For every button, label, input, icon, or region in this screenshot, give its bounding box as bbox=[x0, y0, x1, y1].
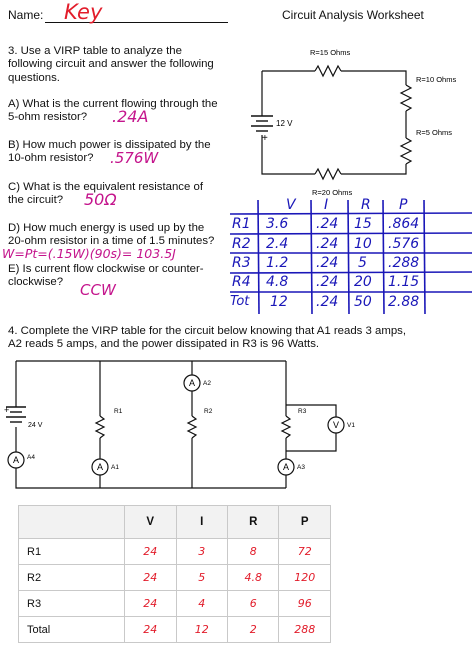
a1-label: A1 bbox=[111, 464, 119, 471]
q4-cell: 24 bbox=[125, 565, 176, 591]
q4-row-label: R2 bbox=[19, 565, 125, 591]
q4-virp-table bbox=[18, 505, 331, 643]
q4-cell: 6 bbox=[227, 591, 278, 617]
name-label: Name: bbox=[8, 8, 44, 22]
a3-label: A3 bbox=[297, 464, 305, 471]
q3-d-work: W=Pt=(.15W)(90s)= 103.5J bbox=[2, 246, 176, 261]
ammeter-a3-symbol: A bbox=[282, 462, 290, 472]
q3-cell: 12 bbox=[270, 294, 288, 310]
q3-cell: .24 bbox=[316, 216, 339, 232]
r-top-label: R=15 Ohms bbox=[310, 48, 351, 57]
q3-col-r: R bbox=[361, 197, 371, 213]
q3-cell: .24 bbox=[316, 294, 339, 310]
q4-question: 4. Complete the VIRP table for the circuit below knowing that A1 reads 3 amps, A2 reads 5 amps, and the power dissipated in R3 is 96 Watts. bbox=[8, 325, 407, 351]
q3-c-answer: 50Ω bbox=[84, 190, 117, 209]
battery-icon bbox=[251, 116, 273, 131]
q4-cell: 288 bbox=[279, 617, 331, 643]
q3-cell: 1.15 bbox=[388, 274, 420, 290]
q4-header-v: V bbox=[125, 506, 176, 539]
q3-e-answer: CCW bbox=[80, 281, 116, 299]
q3-c-question: C) What is the equivalent resistance of the circuit? bbox=[8, 181, 203, 207]
q3-e-question: E) Is current flow clockwise or counter- clockwise? bbox=[8, 263, 204, 289]
q3-cell: .864 bbox=[388, 216, 420, 232]
q3-cell: 50 bbox=[354, 294, 372, 310]
q4-cell: 120 bbox=[279, 565, 331, 591]
q4-cell: 4.8 bbox=[227, 565, 278, 591]
q4-header-r: R bbox=[227, 506, 278, 539]
q4-parallel-circuit bbox=[0, 355, 474, 500]
q3-row-label: R4 bbox=[232, 274, 251, 290]
q3-d-question: D) How much energy is used up by the 20-ohm resistor in a time of 1.5 minutes? bbox=[8, 222, 215, 248]
q3-cell: 5 bbox=[358, 255, 367, 271]
q4-cell: 4 bbox=[176, 591, 227, 617]
q3-cell: 10 bbox=[354, 236, 372, 252]
q4-cell: 5 bbox=[176, 565, 227, 591]
q3-cell: 2.88 bbox=[388, 294, 420, 310]
q3-cell: 1.2 bbox=[266, 255, 289, 271]
r3-label: R3 bbox=[298, 408, 307, 415]
q4-cell: 24 bbox=[125, 591, 176, 617]
table-row bbox=[19, 591, 331, 617]
q4-row-label: R3 bbox=[19, 591, 125, 617]
q3-col-i: I bbox=[324, 197, 329, 213]
q3-a-question: A) What is the current flowing through the 5-ohm resistor? bbox=[8, 98, 218, 124]
q3-cell: 2.4 bbox=[266, 236, 289, 252]
q4-header-i: I bbox=[176, 506, 227, 539]
q3-virp-table bbox=[228, 196, 474, 316]
ammeter-a2-symbol: A bbox=[188, 378, 196, 388]
q4-cell: 72 bbox=[279, 539, 331, 565]
r-right-top-label: R=10 Ohms bbox=[416, 75, 457, 84]
table-row bbox=[19, 539, 331, 565]
q3-row-label: R2 bbox=[232, 236, 251, 252]
q3-cell: 4.8 bbox=[266, 274, 289, 290]
q3-col-v: V bbox=[286, 197, 296, 213]
r-bottom-label: R=20 Ohms bbox=[312, 188, 353, 197]
q3-col-p: P bbox=[399, 197, 408, 213]
q3-cell: 15 bbox=[354, 216, 372, 232]
q3-cell: .24 bbox=[316, 236, 339, 252]
name-value: Key bbox=[64, 0, 103, 24]
q3-cell: .24 bbox=[316, 255, 339, 271]
v1-label: V1 bbox=[347, 422, 355, 429]
q3-cell: 3.6 bbox=[266, 216, 289, 232]
a2-label: A2 bbox=[203, 380, 211, 387]
q4-battery-plus: + bbox=[4, 405, 10, 415]
ammeter-a1-symbol: A bbox=[96, 462, 104, 472]
q4-cell: 12 bbox=[176, 617, 227, 643]
q3-cell: .576 bbox=[388, 236, 420, 252]
voltmeter-v1-symbol: V bbox=[332, 420, 340, 430]
a4-label: A4 bbox=[27, 454, 35, 461]
r-right-bottom-label: R=5 Ohms bbox=[416, 128, 453, 137]
r1-label: R1 bbox=[114, 408, 123, 415]
q3-row-label: R3 bbox=[232, 255, 251, 271]
q4-cell: 3 bbox=[176, 539, 227, 565]
q3-intro: 3. Use a VIRP table to analyze the following circuit and answer the following questions. bbox=[8, 45, 214, 84]
q3-row-label: R1 bbox=[232, 216, 251, 232]
q3-cell: .288 bbox=[388, 255, 420, 271]
q3-battery-label: 12 V bbox=[276, 119, 293, 128]
q3-row-label: Tot bbox=[230, 294, 250, 309]
q4-row-label: Total bbox=[19, 617, 125, 643]
q3-b-question: B) How much power is dissipated by the 10-ohm resistor? bbox=[8, 139, 211, 165]
q3-cell: .24 bbox=[316, 274, 339, 290]
q4-battery-label: 24 V bbox=[28, 422, 43, 429]
q4-cell: 8 bbox=[227, 539, 278, 565]
q3-b-answer: .576W bbox=[110, 149, 159, 167]
q4-table-header-row bbox=[19, 506, 331, 539]
q3-series-circuit bbox=[240, 42, 474, 202]
q4-cell: 24 bbox=[125, 617, 176, 643]
q4-header-p: P bbox=[279, 506, 331, 539]
q3-battery-plus: + bbox=[262, 133, 268, 144]
table-row bbox=[19, 617, 331, 643]
q4-cell: 24 bbox=[125, 539, 176, 565]
q3-cell: 20 bbox=[354, 274, 372, 290]
page-title: Circuit Analysis Worksheet bbox=[282, 8, 424, 22]
q4-cell: 96 bbox=[279, 591, 331, 617]
q3-virp-grid bbox=[228, 196, 474, 316]
q3-a-answer: .24A bbox=[112, 107, 149, 126]
q4-header-blank bbox=[19, 506, 125, 539]
q4-cell: 2 bbox=[227, 617, 278, 643]
r2-label: R2 bbox=[204, 408, 213, 415]
table-row bbox=[19, 565, 331, 591]
ammeter-a4-symbol: A bbox=[12, 455, 20, 465]
q4-row-label: R1 bbox=[19, 539, 125, 565]
